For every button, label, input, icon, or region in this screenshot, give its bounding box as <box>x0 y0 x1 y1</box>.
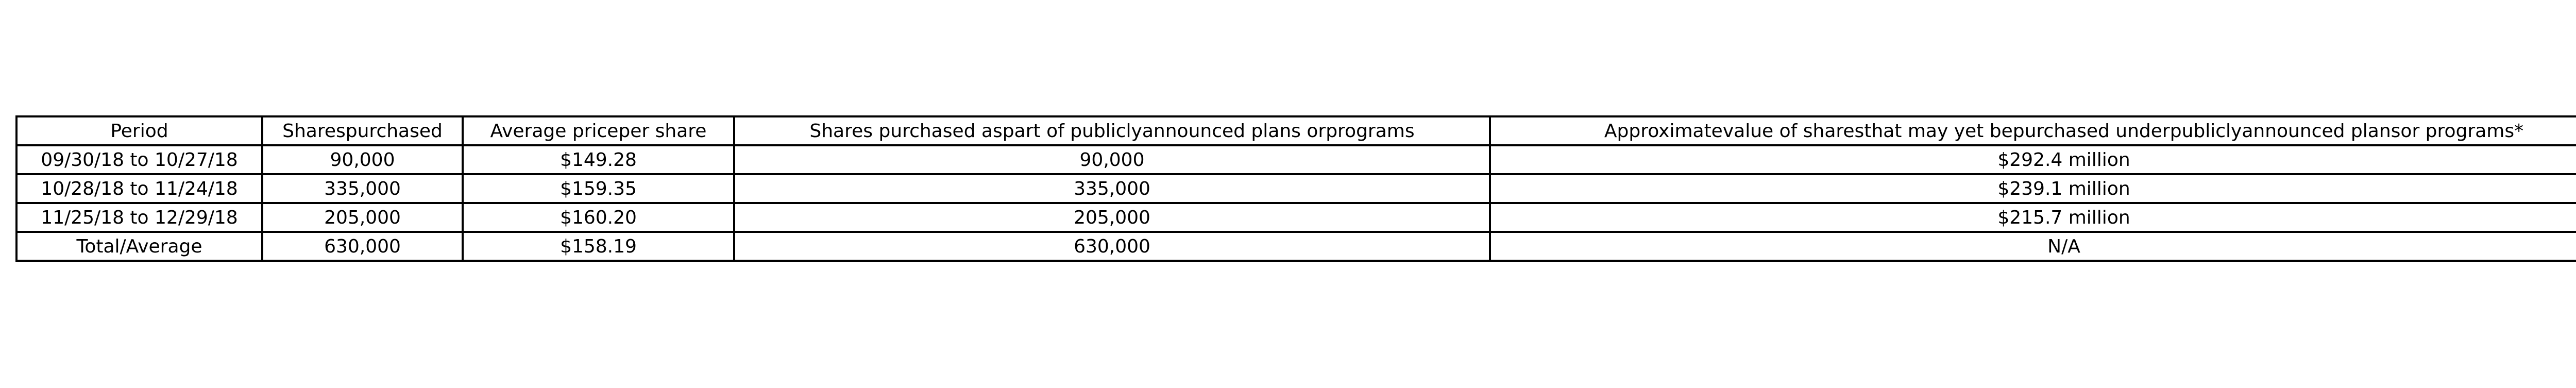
table-cell: 205,000 <box>734 203 1490 232</box>
table-cell: $215.7 million <box>1490 203 2576 232</box>
column-header-approximate-value: Approximatevalue of sharesthat may yet bepurchased underpubliclyannounced plansor programs* <box>1490 116 2576 145</box>
table-cell: $292.4 million <box>1490 145 2576 174</box>
table-cell: Total/Average <box>16 232 262 261</box>
table-row <box>16 203 2576 232</box>
table-cell: $239.1 million <box>1490 174 2576 203</box>
column-header-period: Period <box>16 116 262 145</box>
table-cell: 335,000 <box>734 174 1490 203</box>
table-cell: 205,000 <box>262 203 463 232</box>
table-row <box>16 145 2576 174</box>
table-cell: $159.35 <box>463 174 734 203</box>
table-cell: 90,000 <box>734 145 1490 174</box>
table-header-row <box>16 116 2576 145</box>
table-row-total <box>16 232 2576 261</box>
share-repurchase-table-container <box>15 115 2576 262</box>
table-cell: 90,000 <box>262 145 463 174</box>
column-header-shares-purchased: Sharespurchased <box>262 116 463 145</box>
table-row <box>16 174 2576 203</box>
column-header-average-price: Average priceper share <box>463 116 734 145</box>
column-header-shares-under-plans: Shares purchased aspart of publiclyannounced plans orprograms <box>734 116 1490 145</box>
table-cell: 09/30/18 to 10/27/18 <box>16 145 262 174</box>
table-cell: $158.19 <box>463 232 734 261</box>
table-cell: 630,000 <box>734 232 1490 261</box>
table-cell: 630,000 <box>262 232 463 261</box>
share-repurchase-table <box>15 115 2576 262</box>
table-cell: 11/25/18 to 12/29/18 <box>16 203 262 232</box>
table-cell: $149.28 <box>463 145 734 174</box>
table-cell: 335,000 <box>262 174 463 203</box>
table-cell: $160.20 <box>463 203 734 232</box>
table-cell: 10/28/18 to 11/24/18 <box>16 174 262 203</box>
table-cell: N/A <box>1490 232 2576 261</box>
